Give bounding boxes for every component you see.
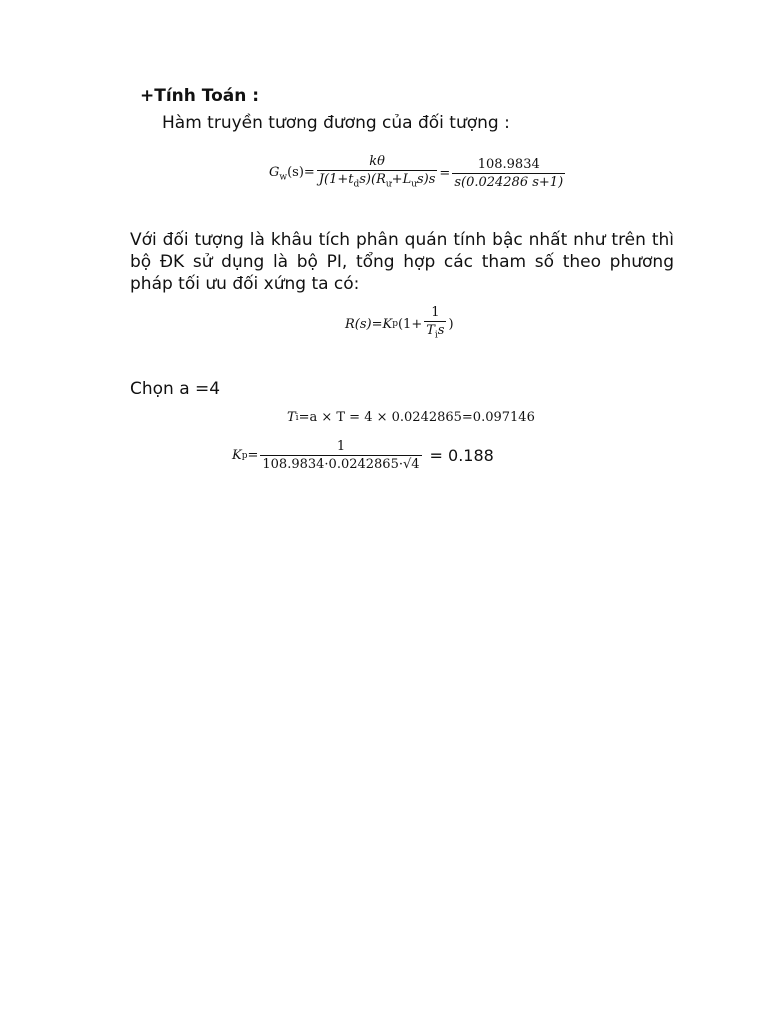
eq4-fraction (260, 439, 421, 472)
eq2-lhs: R(s)=K (345, 316, 393, 332)
eq4-den: 108.9834·0.0242865·√4 (262, 457, 420, 472)
intro-text: Hàm truyền tương đương của đối tượng : (162, 113, 510, 133)
eq1-num1: kθ (369, 154, 385, 169)
eq4-num: 1 (336, 439, 346, 454)
eq3-lhs-sub: i (295, 412, 299, 423)
eq2-den: T (426, 323, 435, 338)
eq3-rhs: =a × T = 4 × 0.0242865=0.097146 (298, 410, 535, 425)
eq1-den1-sub3: ư (411, 179, 417, 190)
eq1-den1-a: J(1+t (318, 172, 354, 187)
eq1-den2: s(0.024286 s+1) (454, 174, 564, 190)
eq1-den1-b: s)(R (359, 172, 386, 187)
eq2-den-end: s (437, 323, 445, 338)
eq4-lhs-sub: p (241, 450, 248, 461)
eq1-den1-sub: d (353, 179, 360, 190)
eq1-den1-c: +L (391, 172, 412, 187)
eq1-lhs-sub: w (279, 172, 288, 183)
eq2-num: 1 (431, 305, 440, 320)
eq1-den1-d: s)s (417, 172, 436, 187)
eq1-equals: = (439, 165, 451, 181)
eq1-fraction-2 (452, 157, 565, 190)
kp-equation (232, 439, 494, 472)
eq1-fraction-1 (317, 154, 438, 193)
eq2-lhs-sub: p (392, 319, 398, 330)
body-paragraph: Với đối tượng là khâu tích phân quán tính bậc nhất như trên thì bộ ĐK sử dụng là bộ PI, tổng hợp các tham số theo phương pháp tối ưu đối xứng ta có: (130, 230, 674, 294)
eq4-result: = 0.188 (429, 446, 494, 465)
ti-equation (287, 410, 535, 425)
section-heading: +Tính Toán : (140, 86, 260, 106)
transfer-function-equation (269, 154, 567, 193)
eq1-num2: 108.9834 (477, 156, 540, 172)
eq2-fraction (424, 305, 446, 344)
choose-a-text: Chọn a =4 (130, 379, 221, 399)
eq1-lhs: G (269, 164, 280, 180)
eq1-den1-sub2: ư (385, 179, 392, 190)
eq3-lhs: T (287, 410, 296, 425)
eq2-den-sub: i (434, 330, 438, 341)
eq4-equals: = (247, 448, 259, 463)
pi-controller-equation (345, 305, 454, 344)
eq2-close: ) (448, 316, 454, 332)
eq1-lhs-arg: (s)= (287, 164, 315, 180)
eq2-open: (1+ (397, 316, 423, 332)
eq4-lhs: K (232, 448, 242, 463)
